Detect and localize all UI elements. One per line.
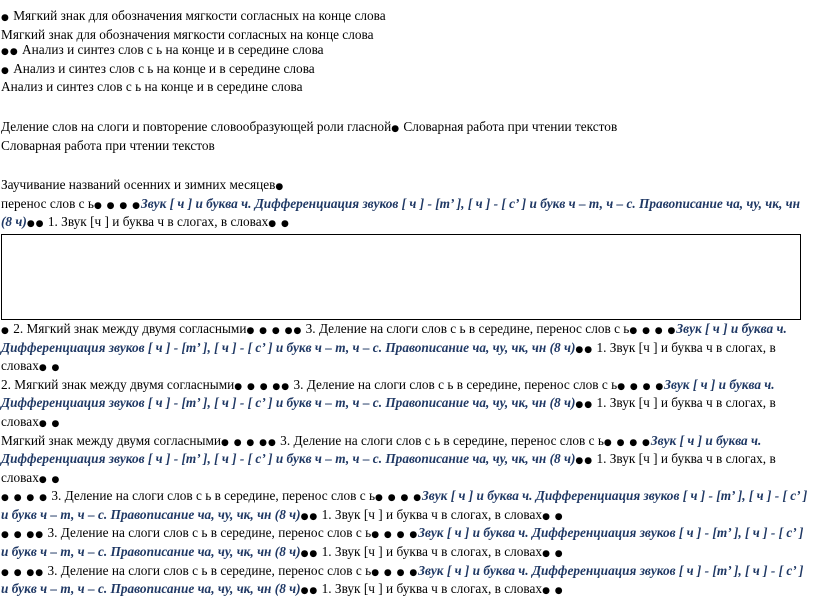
- line-text: 3. Деление на слоги слов с ь в середине, перенос слов с ь: [51, 488, 376, 504]
- text-line: [0, 119, 816, 138]
- bullet-icon: ● ●: [268, 219, 290, 230]
- bullet-icon: ●●: [300, 549, 319, 560]
- bullet-icon: ● ● ●●: [1, 567, 45, 578]
- line-text: 3. Деление на слоги слов с ь в середине, перенос слов с ь: [47, 562, 372, 578]
- bullet-icon: ● ● ● ●●: [246, 325, 303, 336]
- bullet-icon: ●: [1, 325, 10, 336]
- emphasis-text: Звук [ ч ] и буква ч. Дифференциация звуков [ ч ] - [т’ ], [ ч ] - [ с’ ] и букв ч – т, ч – с. Правописание ча, чу, чк, чн (8 ч): [1, 376, 775, 411]
- bullet-icon: ● ● ● ●: [617, 381, 665, 392]
- bullet-icon: ● ● ● ●: [371, 530, 419, 541]
- line-text: 1. Звук [ч ] и буква ч в слогах, в словах: [321, 544, 543, 560]
- line-text: Словарная работа при чтении текстов: [403, 118, 618, 134]
- bullet-icon: ● ●: [38, 474, 61, 485]
- text-paragraph: [0, 321, 816, 377]
- bullet-icon: ● ● ● ●: [1, 493, 48, 504]
- bullet-icon: ●●: [575, 344, 594, 355]
- bullet-icon: ● ● ● ●●: [220, 437, 277, 448]
- bullet-icon: ● ●: [38, 363, 61, 374]
- spacer: [0, 153, 816, 177]
- line-text: 1. Звук [ч ] и буква ч в слогах, в словах: [321, 581, 543, 597]
- bullet-icon: ● ● ● ●: [629, 325, 677, 336]
- bullet-icon: ● ● ● ●: [371, 567, 419, 578]
- line-text: 1. Звук [ч ] и буква ч в слогах, в словах: [47, 214, 269, 230]
- bullet-icon: ●: [1, 65, 10, 76]
- text-paragraph: [0, 196, 816, 233]
- bullet-icon: ●: [1, 13, 10, 23]
- text-line: [0, 177, 816, 196]
- line-text: Мягкий знак для обозначения мягкости согласных на конце слова: [13, 8, 386, 23]
- bullet-icon: ●: [275, 182, 285, 193]
- line-text: Мягкий знак для обозначения мягкости согласных на конце слова: [1, 26, 374, 42]
- line-text: 2. Мягкий знак между двумя согласными: [13, 320, 247, 336]
- bullet-icon: ●●: [300, 511, 319, 522]
- text-line: [0, 61, 816, 80]
- text-line: [0, 8, 816, 27]
- emphasis-text: Звук [ ч ] и буква ч. Дифференциация звуков [ ч ] - [т’ ], [ ч ] - [ с’ ] и букв ч – т, ч – с. Правописание ча, чу, чк, чн (8 ч): [1, 320, 787, 355]
- emphasis-text: Звук [ ч ] и буква ч. Дифференциация звуков [ ч ] - [т’ ], [ ч ] - [ с’ ] и букв ч – т, ч – с. Правописание ча, чу, чк, чн (8 ч): [1, 562, 804, 597]
- spacer: [0, 95, 816, 119]
- line-text: Деление слов на слоги и повторение словообразующей роли гласной: [1, 118, 392, 134]
- line-text: Анализ и синтез слов с ь на конце и в середине слова: [22, 42, 324, 58]
- bullet-icon: ● ● ● ●: [375, 493, 423, 504]
- emphasis-text: Звук [ ч ] и буква ч. Дифференциация звуков [ ч ] - [т’ ], [ ч ] - [ с’ ] и букв ч – т, ч – с. Правописание ча, чу, чк, чн (8 ч): [1, 432, 762, 467]
- bullet-icon: ● ● ● ●●: [234, 381, 291, 392]
- line-text: Анализ и синтез слов с ь на конце и в середине слова: [13, 60, 315, 76]
- bullet-icon: ● ●: [542, 511, 564, 522]
- line-text: 1. Звук [ч ] и буква ч в слогах, в словах: [1, 451, 776, 485]
- bullet-icon: ● ●: [38, 418, 61, 429]
- bullet-icon: ● ● ●●: [1, 530, 45, 541]
- bullet-icon: ● ● ● ●: [93, 200, 141, 211]
- text-paragraph: [0, 433, 816, 489]
- text-paragraph: [0, 563, 816, 600]
- bullet-icon: ●: [391, 123, 401, 134]
- line-text: 1. Звук [ч ] и буква ч в слогах, в словах: [321, 506, 543, 522]
- bullet-icon: ●●: [575, 456, 594, 467]
- bullet-icon: ● ● ● ●: [603, 437, 651, 448]
- bullet-icon: ● ●: [542, 549, 564, 560]
- emphasis-text: Звук [ ч ] и буква ч. Дифференциация звуков [ ч ] - [т’ ], [ ч ] - [ с’ ] и букв ч – т, ч – с. Правописание ча, чу, чк, чн (8 ч): [1, 195, 800, 230]
- text-paragraph: [0, 377, 816, 433]
- line-text: 3. Деление на слоги слов с ь в середине, перенос слов с ь: [280, 432, 604, 448]
- emphasis-text: Звук [ ч ] и буква ч. Дифференциация звуков [ ч ] - [т’ ], [ ч ] - [ с’ ] и букв ч – т, ч – с. Правописание ча, чу, чк, чн (8 ч): [1, 525, 804, 560]
- text-line: [0, 42, 816, 61]
- emphasis-text: Звук [ ч ] и буква ч. Дифференциация звуков [ ч ] - [т’ ], [ ч ] - [ с’ ] и букв ч – т, ч – с. Правописание ча, чу, чк, чн (8 ч): [1, 488, 808, 522]
- line-text: 1. Звук [ч ] и буква ч в слогах, в словах: [1, 395, 776, 429]
- line-text: 2. Мягкий знак между двумя согласными: [1, 376, 235, 392]
- bullet-icon: ● ●: [542, 586, 564, 597]
- text-paragraph: [0, 488, 816, 525]
- line-text: Мягкий знак между двумя согласными: [1, 432, 221, 448]
- bullet-icon: ●●: [575, 400, 594, 411]
- bullet-icon: ●●: [26, 219, 45, 230]
- text-line: [0, 138, 816, 154]
- document-page: [0, 8, 816, 600]
- line-text: перенос слов с ь: [1, 195, 94, 211]
- line-text: 3. Деление на слоги слов с ь в середине, перенос слов с ь: [305, 320, 630, 336]
- line-text: 3. Деление на слоги слов с ь в середине, перенос слов с ь: [47, 525, 372, 541]
- line-text: Анализ и синтез слов с ь на конце и в середине слова: [1, 79, 303, 95]
- text-line: [0, 27, 816, 43]
- line-text: 1. Звук [ч ] и буква ч в слогах, в словах: [1, 339, 776, 374]
- bullet-icon: ●●: [300, 586, 319, 597]
- text-paragraph: [0, 525, 816, 562]
- empty-text-box: [1, 234, 801, 320]
- line-text: Словарная работа при чтении текстов: [1, 137, 215, 153]
- text-line: [0, 79, 816, 95]
- bullet-icon: ●●: [1, 47, 19, 58]
- line-text: 3. Деление на слоги слов с ь в середине, перенос слов с ь: [293, 376, 618, 392]
- line-text: Заучивание названий осенних и зимних месяцев: [1, 177, 276, 193]
